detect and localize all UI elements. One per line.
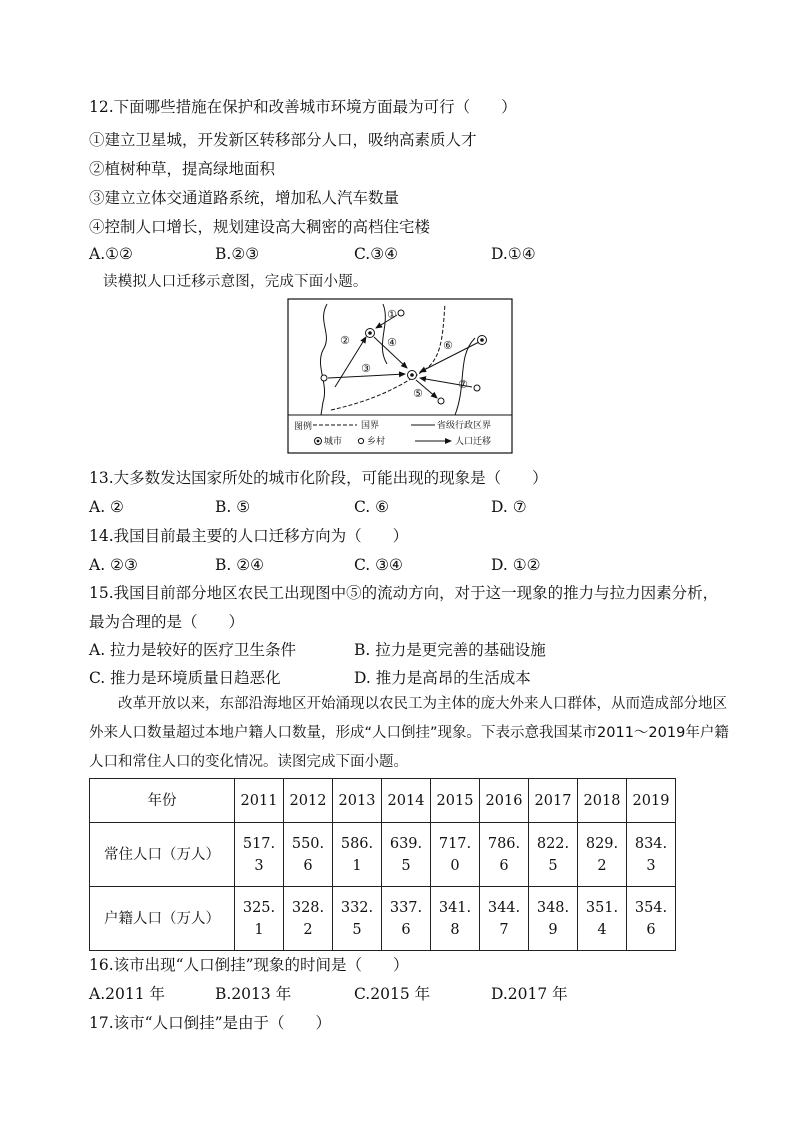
table-cell: 717.0 — [431, 823, 480, 887]
map-label-3: ③ — [361, 362, 371, 375]
q12-item-3: ③建立立体交通道路系统，增加私人汽车数量 — [89, 189, 400, 207]
table-intro-paragraph: 改革开放以来，东部沿海地区开始涌现以农民工为主体的庞大外来人口群体，从而造成部分地区外来人口数量超过本地户籍人口数量，形成“人口倒挂”现象。下表示意我国某市2011～2019年户籍人口和常住人口的变化情况。读图完成下面小题。 — [89, 696, 729, 770]
map-label-6: ⑥ — [443, 339, 453, 352]
q15-stem-line1: 15.我国目前部分地区农民工出现图中⑤的流动方向，对于这一现象的推力与拉力因素分析， — [89, 584, 719, 602]
q12-stem: 12.下面哪些措施在保护和改善城市环境方面最为可行（ ） — [89, 98, 517, 116]
map-label-2: ② — [340, 334, 350, 347]
q15-options-row2 — [89, 668, 729, 688]
table-year: 2017 — [529, 779, 578, 823]
q16-options — [89, 984, 729, 1004]
legend-village-symbol — [358, 438, 363, 443]
q12-item-1: ①建立卫星城，开发新区转移部分人口，吸纳高素质人才 — [89, 131, 477, 149]
table-cell: 344.7 — [480, 887, 529, 951]
table-cell: 351.4 — [578, 887, 627, 951]
map-label-4: ④ — [387, 336, 397, 349]
q12-option-a[interactable]: A.①② — [89, 245, 133, 263]
q12-options — [89, 244, 729, 264]
table-cell: 639.5 — [382, 823, 431, 887]
table-year: 2011 — [235, 779, 284, 823]
q17-stem: 17.该市“人口倒挂”是由于（ ） — [89, 1014, 331, 1032]
q15-option-c[interactable]: C. 推力是环境质量日趋恶化 — [89, 669, 281, 687]
table-cell: 822.5 — [529, 823, 578, 887]
legend-city-symbol-dot — [317, 440, 320, 443]
q13-stem: 13.大多数发达国家所处的城市化阶段，可能出现的现象是（ ） — [89, 469, 548, 487]
village-marker — [438, 398, 444, 404]
village-marker — [321, 375, 327, 381]
table-cell: 332.5 — [333, 887, 382, 951]
q13-option-c[interactable]: C. ⑥ — [354, 498, 390, 516]
table-cell: 517.3 — [235, 823, 284, 887]
table-row-label: 户籍人口（万人） — [90, 887, 235, 951]
q14-stem: 14.我国目前最主要的人口迁移方向为（ ） — [89, 527, 409, 545]
q13-option-a[interactable]: A. ② — [89, 498, 124, 516]
q12-option-b[interactable]: B.②③ — [215, 245, 260, 263]
table-header-row — [90, 779, 676, 823]
q16-option-c[interactable]: C.2015 年 — [354, 985, 431, 1003]
q15-option-d[interactable]: D. 推力是高昂的生活成本 — [354, 669, 531, 687]
q12-item-4: ④控制人口增长，规划建设高大稠密的高档住宅楼 — [89, 218, 431, 236]
table-header-year: 年份 — [90, 779, 235, 823]
q14-option-b[interactable]: B. ②④ — [215, 556, 265, 574]
legend-city: 城市 — [324, 437, 343, 447]
legend-province: 省级行政区界 — [437, 421, 492, 431]
table-cell: 834.3 — [627, 823, 676, 887]
q14-option-a[interactable]: A. ②③ — [89, 556, 138, 574]
population-table — [89, 778, 676, 951]
q13-options — [89, 497, 729, 517]
table-cell: 550.6 — [284, 823, 333, 887]
q15-options-row1 — [89, 640, 729, 660]
table-cell: 325.1 — [235, 887, 284, 951]
table-year: 2016 — [480, 779, 529, 823]
map-label-7: ⑦ — [458, 378, 468, 391]
city-marker-dot — [368, 331, 372, 335]
q15-option-a[interactable]: A. 拉力是较好的医疗卫生条件 — [89, 641, 297, 659]
table-cell: 354.6 — [627, 887, 676, 951]
q12-option-d[interactable]: D.①④ — [491, 245, 536, 263]
legend-border: 国界 — [361, 421, 380, 431]
q16-stem: 16.该市出现“人口倒挂”现象的时间是（ ） — [89, 956, 409, 974]
q15-option-b[interactable]: B. 拉力是更完善的基础设施 — [354, 641, 546, 659]
village-marker — [398, 310, 404, 316]
table-year: 2014 — [382, 779, 431, 823]
legend-village: 乡村 — [367, 437, 386, 447]
table-year: 2012 — [284, 779, 333, 823]
table-cell: 586.1 — [333, 823, 382, 887]
table-year: 2015 — [431, 779, 480, 823]
table-row-registered — [90, 887, 676, 951]
legend-title: 图例 — [294, 422, 313, 432]
q16-option-a[interactable]: A.2011 年 — [89, 985, 165, 1003]
table-cell: 328.2 — [284, 887, 333, 951]
q13-option-b[interactable]: B. ⑤ — [215, 498, 251, 516]
q14-option-c[interactable]: C. ③④ — [354, 556, 403, 574]
q12-item-2: ②植树种草，提高绿地面积 — [89, 160, 276, 178]
map-label-5: ⑤ — [413, 387, 423, 400]
city-marker-dot — [480, 338, 484, 342]
table-cell: 348.9 — [529, 887, 578, 951]
q16-option-b[interactable]: B.2013 年 — [215, 985, 292, 1003]
table-cell: 829.2 — [578, 823, 627, 887]
table-year: 2018 — [578, 779, 627, 823]
q13-option-d[interactable]: D. ⑦ — [491, 498, 527, 516]
map-label-1: ① — [387, 308, 397, 321]
village-marker — [474, 385, 480, 391]
table-row-label: 常住人口（万人） — [90, 823, 235, 887]
table-cell: 786.6 — [480, 823, 529, 887]
city-marker-dot — [410, 373, 414, 377]
q14-options — [89, 555, 729, 575]
q15-stem-line2: 最为合理的是（ ） — [89, 613, 245, 631]
q16-option-d[interactable]: D.2017 年 — [491, 985, 568, 1003]
table-cell: 337.6 — [382, 887, 431, 951]
table-year: 2013 — [333, 779, 382, 823]
q14-option-d[interactable]: D. ①② — [491, 556, 541, 574]
q12-option-c[interactable]: C.③④ — [354, 245, 399, 263]
migration-map — [287, 298, 513, 454]
map-intro: 读模拟人口迁移示意图，完成下面小题。 — [103, 274, 368, 290]
legend-migration: 人口迁移 — [455, 437, 492, 447]
table-cell: 341.8 — [431, 887, 480, 951]
table-year: 2019 — [627, 779, 676, 823]
table-row-resident — [90, 823, 676, 887]
